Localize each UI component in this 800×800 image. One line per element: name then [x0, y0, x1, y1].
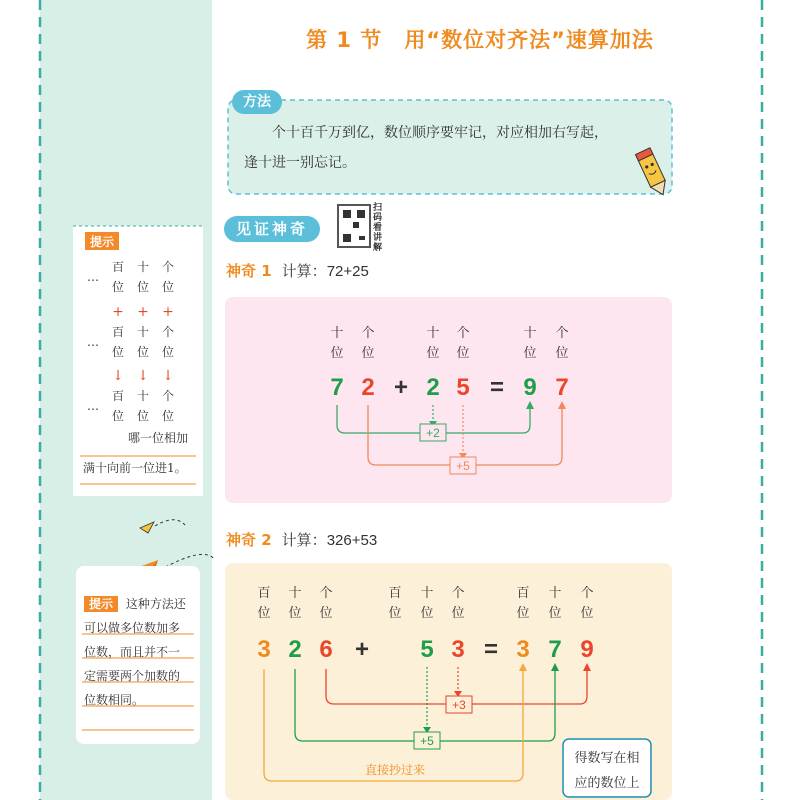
ex1-place-suffix-4: 位: [456, 346, 470, 361]
ex2-note-tens: +5: [420, 734, 434, 748]
tip1-dots-3: …: [87, 399, 99, 413]
ex2-digit-7: 7: [548, 636, 562, 663]
tip-2-line-0: 这种方法还: [125, 597, 186, 611]
tip1-plus-2: +: [137, 304, 149, 320]
tip1-line-1: 哪一位相加: [127, 431, 188, 445]
ex2-note-direct: 直接抄过来: [364, 763, 426, 777]
ex2-place-suffix-9: 位: [580, 606, 594, 621]
ex1-digit-2a: 2: [361, 374, 375, 401]
tip1-plus-3: +: [162, 304, 174, 320]
tip1-s-5: 位: [136, 345, 150, 359]
ex1-plus: +: [393, 374, 409, 401]
method-line-2: 逢十进一别忘记。: [244, 155, 356, 171]
tip1-s-8: 位: [136, 409, 150, 423]
ex2-note-ones: +3: [452, 698, 466, 712]
tip1-dots-1: …: [87, 270, 99, 284]
example-2-diagram: [225, 563, 672, 800]
ex1-place-suffix-3: 位: [426, 346, 440, 361]
tip-2-first-line: [84, 592, 196, 616]
tip1-plus-1: +: [112, 304, 124, 320]
example-1-expression: 72+25: [326, 263, 369, 280]
tip1-dots-2: …: [87, 335, 99, 349]
ex1-place-ones-2: 个: [456, 326, 470, 341]
example-2-label: 神奇 2: [226, 531, 272, 549]
method-line-1: 个十百千万到亿，数位顺序要牢记，对应相加右写起，: [272, 125, 608, 141]
tip1-s-4: 位: [111, 345, 125, 359]
ex1-note-ones: +5: [456, 459, 470, 473]
tip-2-line-3: 定需要两个加数的: [84, 669, 181, 683]
section-number: 第 1 节: [306, 28, 383, 52]
tip-1-tag: 提示: [89, 235, 115, 249]
ex1-digit-9: 9: [523, 374, 537, 401]
example-1-calc-label: 计算：: [281, 262, 327, 280]
witness-tag: 见证神奇: [224, 216, 320, 242]
tip-2-card: [84, 592, 196, 712]
ex1-place-suffix-5: 位: [523, 346, 537, 361]
ex2-digit-3: 3: [257, 636, 271, 663]
ex2-place-tens-2: 十: [420, 586, 434, 601]
ex2-bubble-line-2: 应的数位上: [574, 776, 640, 791]
qr-code-label: 扫码看讲解: [373, 203, 383, 253]
ex1-place-suffix-2: 位: [361, 346, 375, 361]
example-2-heading: [226, 529, 377, 550]
ex1-place-tens-3: 十: [523, 326, 537, 341]
ex2-digit-9: 9: [580, 636, 594, 663]
ex1-place-ones-3: 个: [555, 326, 569, 341]
tip-2-line-2: 位数，而且并不一: [84, 645, 181, 659]
example-1-heading: [226, 260, 369, 281]
tip1-t-2: 十: [136, 325, 150, 339]
ex2-bubble-line-1: 得数写在相: [574, 751, 640, 766]
tip-2-line-4: 位数相同。: [84, 693, 145, 707]
section-title: 用“数位对齐法”速算加法: [404, 28, 654, 52]
example-2-calc-label: 计算：: [281, 531, 327, 549]
ex1-place-suffix-1: 位: [330, 346, 344, 361]
ex2-place-tens-1: 十: [288, 586, 302, 601]
ex2-place-suffix-3: 位: [319, 606, 333, 621]
ex2-place-ones-2: 个: [451, 586, 465, 601]
ex2-place-suffix-8: 位: [548, 606, 562, 621]
tip1-o-1: 个: [161, 260, 175, 274]
tip-2-line-1: 可以做多位数加多: [84, 621, 181, 635]
tip-2-tag: 提示: [84, 596, 118, 612]
tip1-t-3: 十: [136, 389, 150, 403]
tip1-s-6: 位: [161, 345, 175, 359]
method-text: [244, 118, 644, 178]
example-1-diagram: [225, 297, 672, 503]
ex2-place-hundreds-3: 百: [516, 586, 530, 601]
page-title: [210, 24, 750, 54]
ex1-digit-5: 5: [456, 374, 470, 401]
tip1-arrow-3: ↓: [162, 368, 174, 384]
ex2-place-ones-3: 个: [580, 586, 594, 601]
ex2-digit-6: 6: [319, 636, 333, 663]
ex1-place-tens-2: 十: [426, 326, 440, 341]
ex1-equals: =: [489, 374, 505, 401]
tip1-s-1: 位: [111, 280, 125, 294]
tip1-arrow-2: ↓: [137, 368, 149, 384]
ex2-digit-2: 2: [288, 636, 302, 663]
example-2-expression: 326+53: [326, 532, 378, 549]
ex1-place-tens-1: 十: [330, 326, 344, 341]
ex2-place-suffix-6: 位: [451, 606, 465, 621]
example-1-label: 神奇 1: [226, 262, 272, 280]
ex2-digit-3b: 3: [451, 636, 465, 663]
ex2-plus: +: [354, 636, 370, 663]
tip1-arrow-1: ↓: [112, 368, 124, 384]
tip1-h-1: 百: [111, 260, 125, 274]
method-tag: 方法: [232, 90, 282, 114]
tip1-s-2: 位: [136, 280, 150, 294]
ex2-equals: =: [483, 636, 499, 663]
tip1-t-1: 十: [136, 260, 150, 274]
ex2-place-ones-1: 个: [319, 586, 333, 601]
ex1-place-ones-1: 个: [361, 326, 375, 341]
ex2-digit-5: 5: [420, 636, 434, 663]
tip1-s-7: 位: [111, 409, 125, 423]
tip1-h-3: 百: [111, 389, 125, 403]
ex1-place-suffix-6: 位: [555, 346, 569, 361]
ex2-place-hundreds-2: 百: [388, 586, 402, 601]
ex2-digit-3c: 3: [516, 636, 530, 663]
ex2-place-suffix-7: 位: [516, 606, 530, 621]
ex2-place-hundreds-1: 百: [257, 586, 271, 601]
ex1-digit-2b: 2: [426, 374, 440, 401]
tip1-line-2: 满十向前一位进1。: [83, 461, 187, 475]
ex2-place-tens-3: 十: [548, 586, 562, 601]
ex2-place-suffix-2: 位: [288, 606, 302, 621]
tip1-o-2: 个: [161, 325, 175, 339]
tip1-s-3: 位: [161, 280, 175, 294]
ex2-place-suffix-4: 位: [388, 606, 402, 621]
ex1-digit-7b: 7: [555, 374, 569, 401]
ex1-note-tens: +2: [426, 426, 440, 440]
ex2-place-suffix-5: 位: [420, 606, 434, 621]
tip-1-card: [73, 226, 203, 496]
ex2-place-suffix-1: 位: [257, 606, 271, 621]
tip1-s-9: 位: [161, 409, 175, 423]
tip1-o-3: 个: [161, 389, 175, 403]
ex1-digit-7: 7: [330, 374, 344, 401]
tip1-h-2: 百: [111, 325, 125, 339]
